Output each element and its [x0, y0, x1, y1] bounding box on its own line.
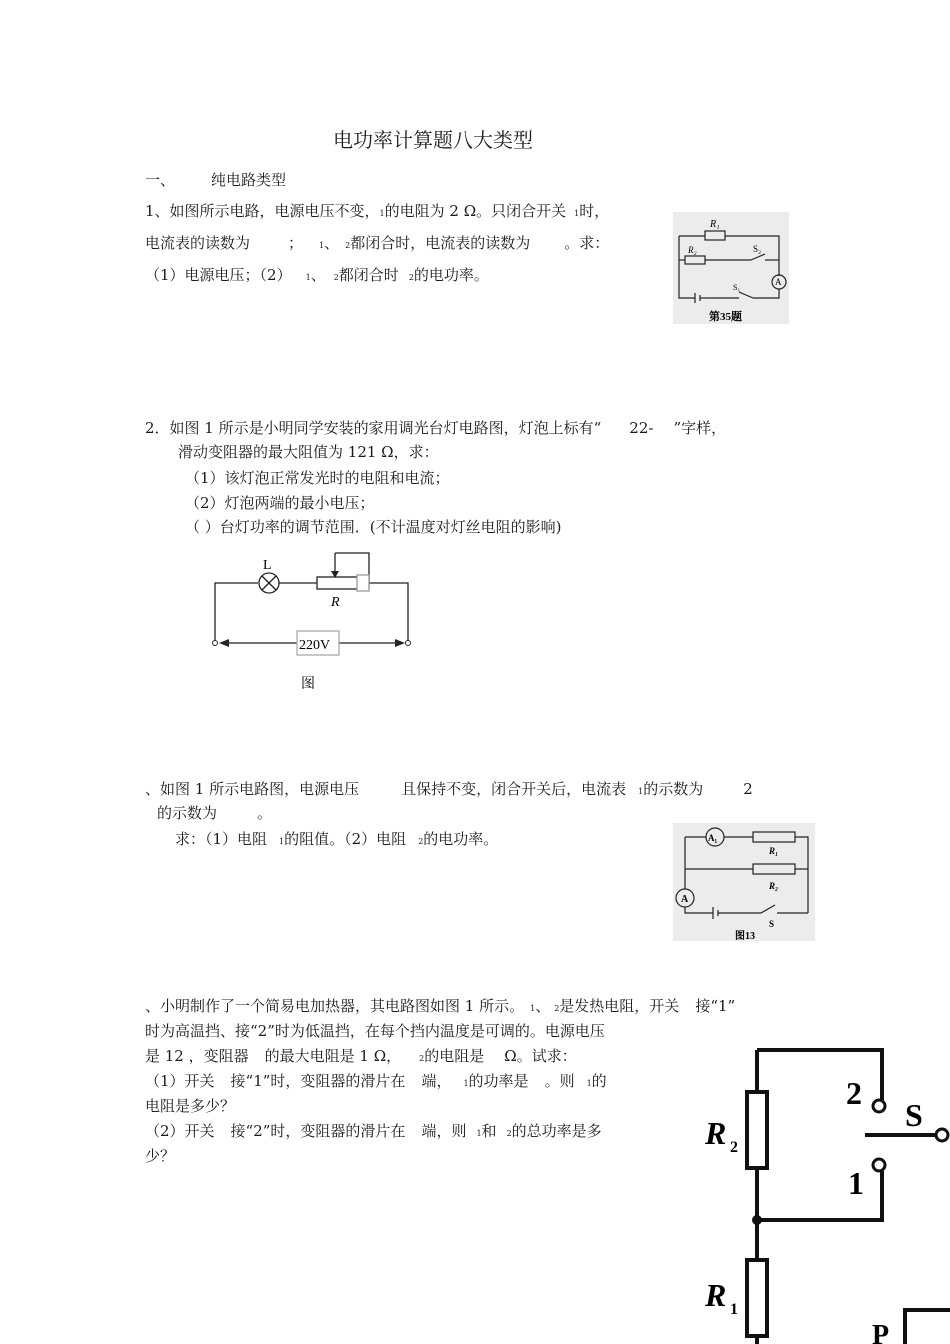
text: 且保持不变，闭合开关后，电流表 [401, 780, 627, 798]
subscript: 2 [506, 1129, 512, 1138]
section-number: 一、 [145, 171, 176, 189]
wire [369, 583, 408, 641]
label-resistor: R [331, 595, 340, 610]
text: 都闭合时，电流表的读数为 [350, 234, 531, 252]
resistor-r2 [747, 1092, 767, 1168]
q4-line1 [145, 996, 735, 1019]
subscript: 1 [638, 787, 644, 796]
q2-line1 [145, 418, 726, 438]
lamp-cross [262, 576, 276, 590]
subscript: 2 [419, 1054, 425, 1063]
label-s1: S₁ [733, 283, 741, 292]
text: 的阻值。（2）电阻 [284, 830, 407, 848]
subscript: 1 [305, 273, 311, 282]
text: （1）电源电压；（2） [145, 266, 292, 284]
q4-line5: 电阻是多少？ [145, 1097, 236, 1115]
subscript: 2 [408, 273, 414, 282]
q2-line2: 滑动变阻器的最大阻值为 121 Ω，求： [178, 443, 439, 461]
label-r1: R₁ [710, 219, 720, 230]
subscript: 1 [463, 1079, 469, 1088]
text: 。则 [544, 1072, 575, 1090]
text: 的示数为 [157, 804, 218, 822]
label-switch: S [905, 1097, 923, 1133]
label-r2-sub: 2 [730, 1139, 738, 1156]
label-lamp: L [263, 558, 272, 573]
text: 接“2”时，变阻器的滑片在 [230, 1122, 406, 1140]
text: 2 [743, 780, 753, 798]
label-r1-sub: 1 [730, 1301, 738, 1318]
terminal-left [213, 641, 218, 646]
text: 的电阻为 2 Ω。只闭合开关 [384, 202, 567, 220]
text: 、 [535, 997, 551, 1015]
label-s2: S₂ [753, 244, 762, 254]
arrow-head-right [395, 639, 405, 647]
page-title: 电功率计算题八大类型 [333, 128, 533, 152]
text: 。 [257, 804, 273, 822]
junction-dot [752, 1215, 762, 1225]
label-s: S [769, 919, 775, 929]
ammeter-label: A [775, 277, 782, 287]
figure-background [673, 212, 789, 324]
subscript: 1 [379, 209, 385, 218]
text: 端，则 [421, 1122, 467, 1140]
label-voltage: 220V [299, 638, 331, 653]
text: 、小明制作了一个简易电加热器，其电路图如图 1 所示。 [145, 997, 525, 1015]
subscript: 1 [279, 837, 285, 846]
q4-line4 [145, 1071, 607, 1094]
ammeter-a1-label: A₁ [708, 833, 718, 843]
text: 都闭合时 [338, 266, 399, 284]
resistor-r1 [747, 1260, 767, 1336]
text: ； [288, 234, 304, 252]
text: 1、如图所示电路，电源电压不变， [145, 202, 380, 220]
text: Ω。试求： [504, 1047, 577, 1065]
q3-line3 [175, 829, 498, 852]
q3-line1 [145, 779, 753, 802]
subscript: 1 [586, 1079, 592, 1088]
arrow-head-left [219, 639, 229, 647]
subscript: 1 [574, 209, 580, 218]
text: 22- [629, 419, 654, 437]
q4-line3 [145, 1046, 577, 1069]
text: 。求： [564, 234, 610, 252]
text: 的总功率是多 [511, 1122, 602, 1140]
q1-line1 [145, 201, 609, 224]
q2-circuit-figure [205, 545, 425, 695]
subscript: 2 [333, 273, 339, 282]
text: 的 [591, 1072, 607, 1090]
subscript: 1 [476, 1129, 482, 1138]
label-terminal-1: 1 [848, 1165, 864, 1201]
q2-item1: （1）该灯泡正常发光时的电阻和电流； [185, 469, 450, 487]
q4-line6 [145, 1121, 602, 1144]
subscript: 2 [418, 837, 424, 846]
text: 的功率是 [468, 1072, 529, 1090]
rheostat-wire [905, 1310, 950, 1344]
q4-line2: 时为高温挡、接“2”时为低温挡，在每个挡内温度是可调的。电源电压 [145, 1022, 605, 1040]
terminal-2 [873, 1100, 885, 1112]
text: 求：（1）电阻 [175, 830, 268, 848]
subscript: 2 [554, 1004, 560, 1013]
ammeter-a-label: A [681, 894, 689, 905]
figure-background [673, 823, 815, 941]
text: 的电功率。 [423, 830, 499, 848]
text: 的最大电阻是 1 Ω， [264, 1047, 402, 1065]
terminal-right [406, 641, 411, 646]
text: 是 12 ，变阻器 [145, 1047, 249, 1065]
text: ”字样， [673, 419, 727, 437]
subscript: 1 [530, 1004, 536, 1013]
label-terminal-2: 2 [846, 1075, 862, 1111]
text: 2．如图 1 所示是小明同学安装的家用调光台灯电路图，灯泡上标有“ [145, 419, 602, 437]
text: 的示数为 [643, 780, 704, 798]
q4-line7: 少？ [145, 1147, 176, 1165]
label-r1: R₁ [769, 846, 779, 856]
subscript: 2 [345, 241, 351, 250]
q1-line3 [145, 265, 489, 288]
text: 、如图 1 所示电路图，电源电压 [145, 780, 360, 798]
text: 接“1”时，变阻器的滑片在 [230, 1072, 406, 1090]
text: 是发热电阻，开关 [559, 997, 680, 1015]
text: 的电功率。 [413, 266, 489, 284]
subscript: 1 [319, 241, 325, 250]
text: 、 [324, 234, 340, 252]
q4-circuit-figure [700, 1040, 950, 1344]
text: （2）开关 [145, 1122, 215, 1140]
terminal-1 [873, 1159, 885, 1171]
q1-line2 [145, 233, 609, 256]
figure-caption: 第35题 [709, 311, 742, 323]
text: 的电阻是 [424, 1047, 485, 1065]
wire [757, 1050, 882, 1100]
figure-caption: 图13 [735, 931, 755, 941]
figure-caption: 图 [301, 677, 315, 692]
q2-item3: （ ）台灯功率的调节范围．(不计温度对灯丝电阻的影响) [185, 518, 562, 536]
text: （1）开关 [145, 1072, 215, 1090]
label-r1: R [705, 1277, 727, 1313]
section-heading: 纯电路类型 [211, 171, 287, 189]
switch-pivot [936, 1129, 948, 1141]
text: 电流表的读数为 [145, 234, 251, 252]
wire [215, 583, 258, 641]
text: 端， [421, 1072, 452, 1090]
q2-item2: （2）灯泡两端的最小电压； [185, 494, 375, 512]
slider-box [357, 575, 369, 591]
text: 、 [310, 266, 326, 284]
text: 时， [579, 202, 610, 220]
q1-circuit-figure [673, 212, 789, 324]
q3-line2 [157, 803, 272, 823]
label-r2: R₂ [688, 245, 697, 255]
q3-circuit-figure [673, 823, 815, 941]
text: 和 [481, 1122, 497, 1140]
label-slider-p: P [872, 1320, 890, 1344]
label-r2: R [705, 1115, 727, 1151]
text: 接“1” [695, 997, 736, 1015]
label-r2: R₂ [769, 881, 779, 891]
